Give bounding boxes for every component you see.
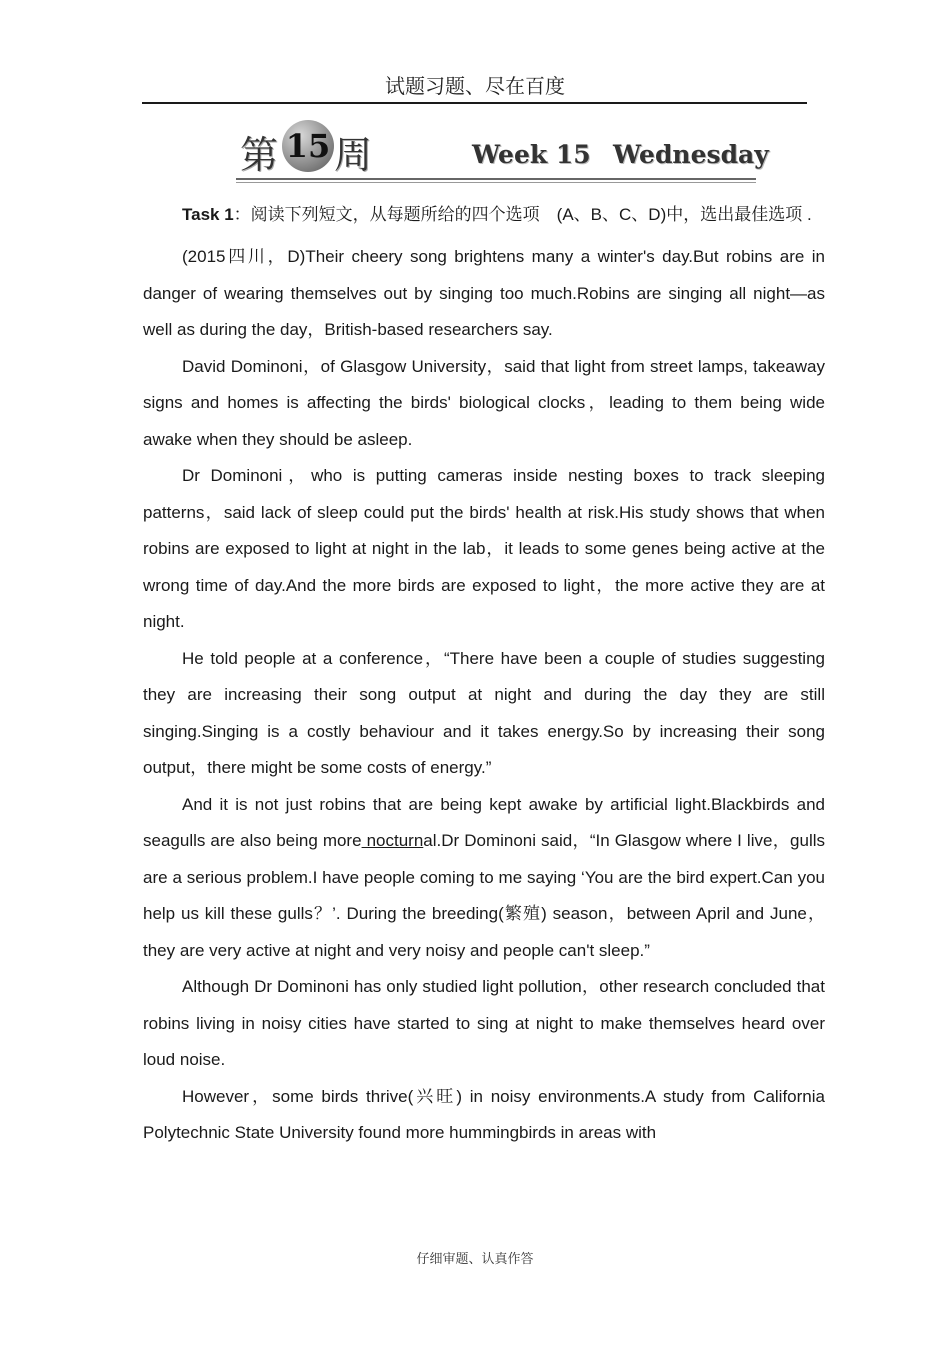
page-footer: 仔细审题、认真作答 (416, 1252, 534, 1267)
banner-week-label: Week 15 (472, 140, 591, 169)
passage-paragraph-2: David Dominoni，of Glasgow University，said that light from street lamps, takeaway signs and homes is affecting the birds' biological clocks，leading to them being wide awake when they should be asleep. (143, 356, 825, 449)
banner-day-label: Wednesday (613, 140, 769, 169)
passage-paragraph-1: (2015四川，D)Their cheery song brightens many a winter's day.But robins are in danger of wearing themselves out by singing too much.Robins are singing all night—as well as during the day，British-based researchers say. (143, 247, 825, 339)
underlined-word: nocturn (361, 831, 424, 850)
week-banner (236, 118, 769, 186)
banner-rule-thin (236, 182, 756, 183)
banner-prefix: 第 (240, 133, 279, 177)
week-number-badge: 15 (282, 120, 334, 172)
task-instruction (143, 196, 825, 233)
document-body (143, 196, 825, 1152)
paragraph-5-end: al.Dr Dominoni said，“In Glasgow where I live，gulls are a serious problem.I have people coming to me saying ‘You are the bird expert.Can you help us kill these gulls？’. During the breeding(繁殖) season，between April and June，they are very active at night and very noisy and people can't sleep.” (143, 831, 825, 960)
task-instruction-text: ：阅读下列短文，从每题所给的四个选项 (A、B、C、D)中，选出最佳选项 . (233, 205, 812, 224)
banner-suffix: 周 (334, 133, 373, 177)
passage-paragraph-7: However，some birds thrive(兴旺) in noisy environments.A study from California Polytechnic State University found more hummingbirds in areas with (143, 1086, 825, 1142)
passage-paragraph-5 (143, 787, 825, 970)
task-label: Task 1 (182, 205, 234, 224)
passage-paragraph-6: Although Dr Dominoni has only studied light pollution，other research concluded that robins living in noisy cities have started to sing at night to make themselves heard over loud noise. (143, 977, 825, 1069)
passage-paragraph-3: Dr Dominoni，who is putting cameras inside nesting boxes to track sleeping patterns，said lack of sleep could put the birds' health at risk.His study shows that when robins are exposed to light at night in the lab，it leads to some genes being active at the wrong time of day.And the more birds are exposed to light，the more active they are at night. (143, 466, 825, 631)
banner-rule (236, 178, 756, 180)
header-divider (142, 102, 807, 104)
paragraph-5-start: And it is not just robins that are being kept awake by artificial light.Blackbirds and seagulls are also being more (143, 794, 825, 850)
page-header-title: 试题习题、尽在百度 (385, 74, 565, 98)
passage-paragraph-4: He told people at a conference，“There have been a couple of studies suggesting they are increasing their song output at night and during the day they are still singing.Singing is a costly behaviour and it takes energy.So by increasing their song output，there might be some costs of energy.” (143, 648, 825, 777)
